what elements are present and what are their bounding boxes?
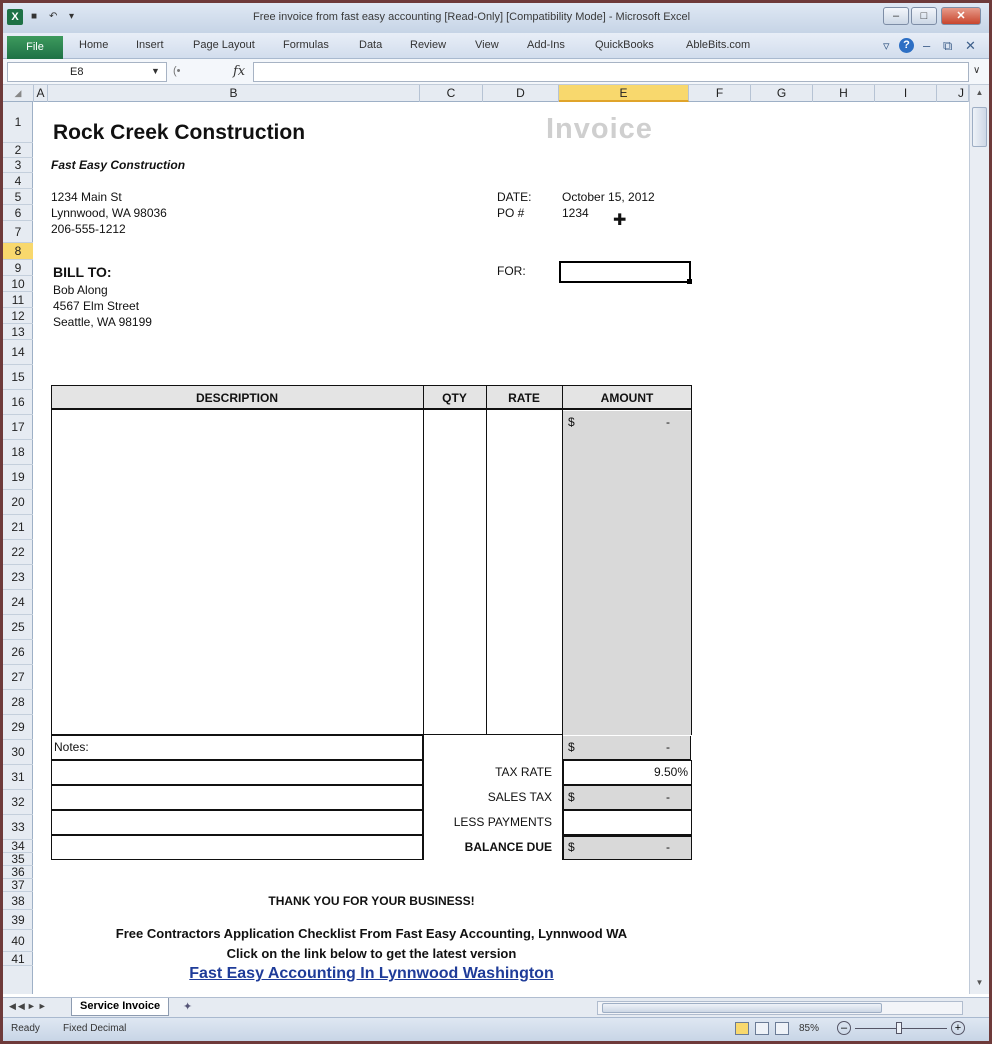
header-description[interactable]: DESCRIPTION: [195, 391, 278, 405]
tab-home[interactable]: Home: [79, 39, 109, 51]
row-header-14[interactable]: 14: [3, 340, 33, 365]
insert-sheet-icon[interactable]: ✦: [183, 1001, 193, 1013]
column-header-e[interactable]: E: [559, 85, 689, 102]
workbook-minimize-icon[interactable]: –: [923, 38, 931, 53]
company-name[interactable]: Rock Creek Construction: [53, 121, 306, 144]
dropdown-icon[interactable]: ▾: [69, 11, 75, 22]
name-box[interactable]: E8: [7, 62, 167, 82]
window-title: Free invoice from fast easy accounting [Read-Only] [Compatibility Mode] - Microsoft Excel: [253, 11, 691, 23]
company-slogan[interactable]: Fast Easy Construction: [51, 158, 186, 172]
select-all-corner[interactable]: ◢: [3, 85, 34, 102]
row-header-16[interactable]: 16: [3, 390, 33, 415]
zoom-out-icon[interactable]: –: [837, 1021, 851, 1035]
row-header-41[interactable]: 41: [3, 952, 33, 966]
notes-label[interactable]: Notes:: [54, 740, 89, 754]
row-header-11[interactable]: 11: [3, 292, 33, 308]
invoice-title[interactable]: Invoice: [546, 113, 653, 145]
row-header-34[interactable]: 34: [3, 840, 33, 853]
row-header-28[interactable]: 28: [3, 690, 33, 715]
less-payments-cell[interactable]: [563, 810, 692, 835]
status-mode: Fixed Decimal: [63, 1023, 127, 1034]
row-header-30[interactable]: 30: [3, 740, 33, 765]
download-link[interactable]: Fast Easy Accounting In Lynnwood Washington: [189, 965, 554, 982]
tax-rate-label[interactable]: TAX RATE: [495, 765, 552, 779]
normal-view-icon[interactable]: [735, 1022, 749, 1035]
scroll-thumb[interactable]: [972, 107, 987, 147]
po-value[interactable]: 1234: [562, 206, 589, 220]
scroll-down-icon[interactable]: ▼: [975, 978, 984, 987]
balance-due-label[interactable]: BALANCE DUE: [464, 840, 552, 854]
row-header-15[interactable]: 15: [3, 365, 33, 390]
row-header-37[interactable]: 37: [3, 879, 33, 892]
date-label[interactable]: DATE:: [497, 190, 532, 204]
row-header-22[interactable]: 22: [3, 540, 33, 565]
workbook-close-icon[interactable]: ✕: [965, 38, 976, 53]
column-header-d[interactable]: D: [483, 85, 559, 102]
zoom-level[interactable]: 85%: [799, 1023, 820, 1034]
ribbon-tabs: [3, 33, 989, 59]
fill-handle[interactable]: [687, 279, 692, 284]
row-header-1[interactable]: 1: [3, 102, 33, 143]
po-label[interactable]: PO #: [497, 206, 525, 220]
status-bar: [3, 1017, 989, 1041]
status-ready: Ready: [11, 1023, 40, 1034]
sales-tax-cell[interactable]: [563, 785, 692, 810]
row-header-4[interactable]: 4: [3, 173, 33, 189]
column-header-h[interactable]: H: [813, 85, 875, 102]
bill-to-city[interactable]: Seattle, WA 98199: [53, 315, 152, 329]
worksheet: [34, 102, 969, 994]
promo-line-2[interactable]: Click on the link below to get the latest version: [226, 946, 517, 961]
row-header-19[interactable]: 19: [3, 465, 33, 490]
insert-function-icon[interactable]: fx: [233, 64, 246, 79]
balance-currency[interactable]: $: [568, 840, 575, 854]
balance-due-cell[interactable]: [563, 835, 692, 860]
name-box-dropdown-icon[interactable]: ▼: [151, 66, 160, 76]
workbook-restore-icon[interactable]: ⧉: [943, 38, 953, 53]
company-address-line1[interactable]: 1234 Main St: [51, 190, 122, 204]
sheet-tab-service-invoice[interactable]: Service Invoice: [71, 998, 169, 1016]
tab-review[interactable]: Review: [410, 39, 447, 51]
row-header-5[interactable]: 5: [3, 189, 33, 205]
less-payments-label[interactable]: LESS PAYMENTS: [453, 815, 552, 829]
divider-rate: [486, 385, 487, 735]
column-header-g[interactable]: G: [751, 85, 813, 102]
bill-to-label[interactable]: BILL TO:: [53, 264, 112, 280]
sheet-nav-icon[interactable]: ◀◀►►: [9, 1001, 49, 1011]
row-header-40[interactable]: 40: [3, 930, 33, 952]
row-header-3[interactable]: 3: [3, 158, 33, 173]
row-header-31[interactable]: 31: [3, 765, 33, 790]
minimize-button[interactable]: –: [883, 7, 909, 25]
maximize-button[interactable]: □: [911, 7, 937, 25]
sales-tax-currency[interactable]: $: [568, 790, 575, 804]
close-button[interactable]: ✕: [941, 7, 981, 25]
row-header-7[interactable]: 7: [3, 221, 33, 243]
balance-value[interactable]: -: [666, 840, 670, 854]
row-header-18[interactable]: 18: [3, 440, 33, 465]
header-rate[interactable]: RATE: [508, 391, 540, 405]
tab-file[interactable]: File: [7, 36, 63, 59]
row-header-10[interactable]: 10: [3, 276, 33, 292]
tab-page-layout[interactable]: Page Layout: [193, 39, 255, 51]
tab-quickbooks[interactable]: QuickBooks: [595, 39, 654, 51]
row-header-8[interactable]: 8: [3, 243, 33, 260]
zoom-in-icon[interactable]: +: [951, 1021, 965, 1035]
column-header-a[interactable]: A: [34, 85, 48, 102]
notes-row-1[interactable]: [51, 735, 423, 760]
expand-formula-bar-icon[interactable]: ∨: [973, 65, 981, 76]
divider-qty: [423, 385, 424, 735]
excel-window: [3, 3, 989, 1041]
row-header-6[interactable]: 6: [3, 205, 33, 221]
notes-row-2[interactable]: [51, 760, 423, 785]
row-header-25[interactable]: 25: [3, 615, 33, 640]
row16-amount[interactable]: -: [666, 415, 670, 429]
mouse-cursor-icon: ✚: [613, 212, 627, 229]
row-header-36[interactable]: 36: [3, 866, 33, 879]
column-header-c[interactable]: C: [420, 85, 483, 102]
tax-rate-value[interactable]: 9.50%: [653, 765, 688, 779]
subtotal-currency[interactable]: $: [568, 740, 575, 754]
row-header-20[interactable]: 20: [3, 490, 33, 515]
help-icon[interactable]: ?: [899, 38, 914, 53]
vertical-scrollbar[interactable]: [969, 85, 989, 994]
tab-add-ins[interactable]: Add-Ins: [527, 39, 565, 51]
header-qty[interactable]: QTY: [442, 391, 467, 405]
tab-ablebits[interactable]: AbleBits.com: [686, 39, 751, 51]
row-header-9[interactable]: 9: [3, 260, 33, 276]
row-header-33[interactable]: 33: [3, 815, 33, 840]
row-header-13[interactable]: 13: [3, 324, 33, 340]
row-header-24[interactable]: 24: [3, 590, 33, 615]
row-header-21[interactable]: 21: [3, 515, 33, 540]
selected-cell-e8[interactable]: [559, 261, 691, 283]
notes-row-3[interactable]: [51, 785, 423, 810]
column-header-f[interactable]: F: [689, 85, 751, 102]
zoom-slider-thumb[interactable]: [896, 1022, 902, 1034]
tab-formulas[interactable]: Formulas: [283, 39, 329, 51]
tab-view[interactable]: View: [475, 39, 499, 51]
column-header-b[interactable]: B: [48, 85, 420, 102]
undo-icon[interactable]: ↶: [49, 11, 58, 22]
page-break-view-icon[interactable]: [775, 1022, 789, 1035]
row-header-38[interactable]: 38: [3, 892, 33, 910]
row-header-12[interactable]: 12: [3, 308, 33, 324]
row-header-35[interactable]: 35: [3, 853, 33, 866]
subtotal-value[interactable]: -: [666, 740, 670, 754]
divider-amount: [562, 385, 563, 735]
title-bar: [3, 3, 989, 33]
company-address-line2[interactable]: Lynnwood, WA 98036: [51, 206, 167, 220]
date-value[interactable]: October 15, 2012: [562, 190, 655, 204]
row-headers: [3, 102, 33, 994]
column-header-j[interactable]: J: [937, 85, 969, 102]
row-header-26[interactable]: 26: [3, 640, 33, 665]
hscroll-thumb[interactable]: [602, 1003, 882, 1013]
row-header-17[interactable]: 17: [3, 415, 33, 440]
bill-to-name[interactable]: Bob Along: [53, 283, 108, 297]
horizontal-scrollbar[interactable]: [597, 1001, 963, 1015]
company-phone[interactable]: 206-555-1212: [51, 222, 126, 236]
excel-app-icon[interactable]: X: [7, 9, 23, 25]
bill-to-street[interactable]: 4567 Elm Street: [53, 299, 140, 313]
sales-tax-label[interactable]: SALES TAX: [487, 790, 552, 804]
save-icon[interactable]: ■: [31, 11, 38, 22]
subtotal-cell[interactable]: [563, 736, 691, 760]
tab-data[interactable]: Data: [359, 39, 383, 51]
formula-input[interactable]: [253, 62, 969, 82]
thank-you-text[interactable]: THANK YOU FOR YOUR BUSINESS!: [268, 894, 475, 908]
scroll-up-icon[interactable]: ▲: [975, 88, 984, 97]
ribbon-collapse-icon[interactable]: ▿: [883, 38, 890, 53]
row-header-32[interactable]: 32: [3, 790, 33, 815]
sheet-tab-bar: [3, 997, 989, 1017]
amount-column[interactable]: [563, 411, 691, 735]
download-link-cell: [51, 965, 692, 983]
row-header-2[interactable]: 2: [3, 143, 33, 158]
row-header-39[interactable]: 39: [3, 910, 33, 930]
for-label[interactable]: FOR:: [497, 264, 526, 278]
notes-row-4[interactable]: [51, 810, 423, 835]
header-amount[interactable]: AMOUNT: [600, 391, 654, 405]
promo-line-1[interactable]: Free Contractors Application Checklist From Fast Easy Accounting, Lynnwood WA: [115, 926, 628, 941]
column-headers: [3, 85, 969, 102]
row-header-23[interactable]: 23: [3, 565, 33, 590]
notes-row-5[interactable]: [51, 835, 423, 860]
formula-divider-icon: (•: [173, 65, 181, 77]
row-header-27[interactable]: 27: [3, 665, 33, 690]
formula-bar: [3, 59, 989, 85]
tab-insert[interactable]: Insert: [136, 39, 164, 51]
sales-tax-value[interactable]: -: [666, 790, 670, 804]
column-header-i[interactable]: I: [875, 85, 937, 102]
page-layout-view-icon[interactable]: [755, 1022, 769, 1035]
row-header-29[interactable]: 29: [3, 715, 33, 740]
row16-currency[interactable]: $: [568, 415, 575, 429]
